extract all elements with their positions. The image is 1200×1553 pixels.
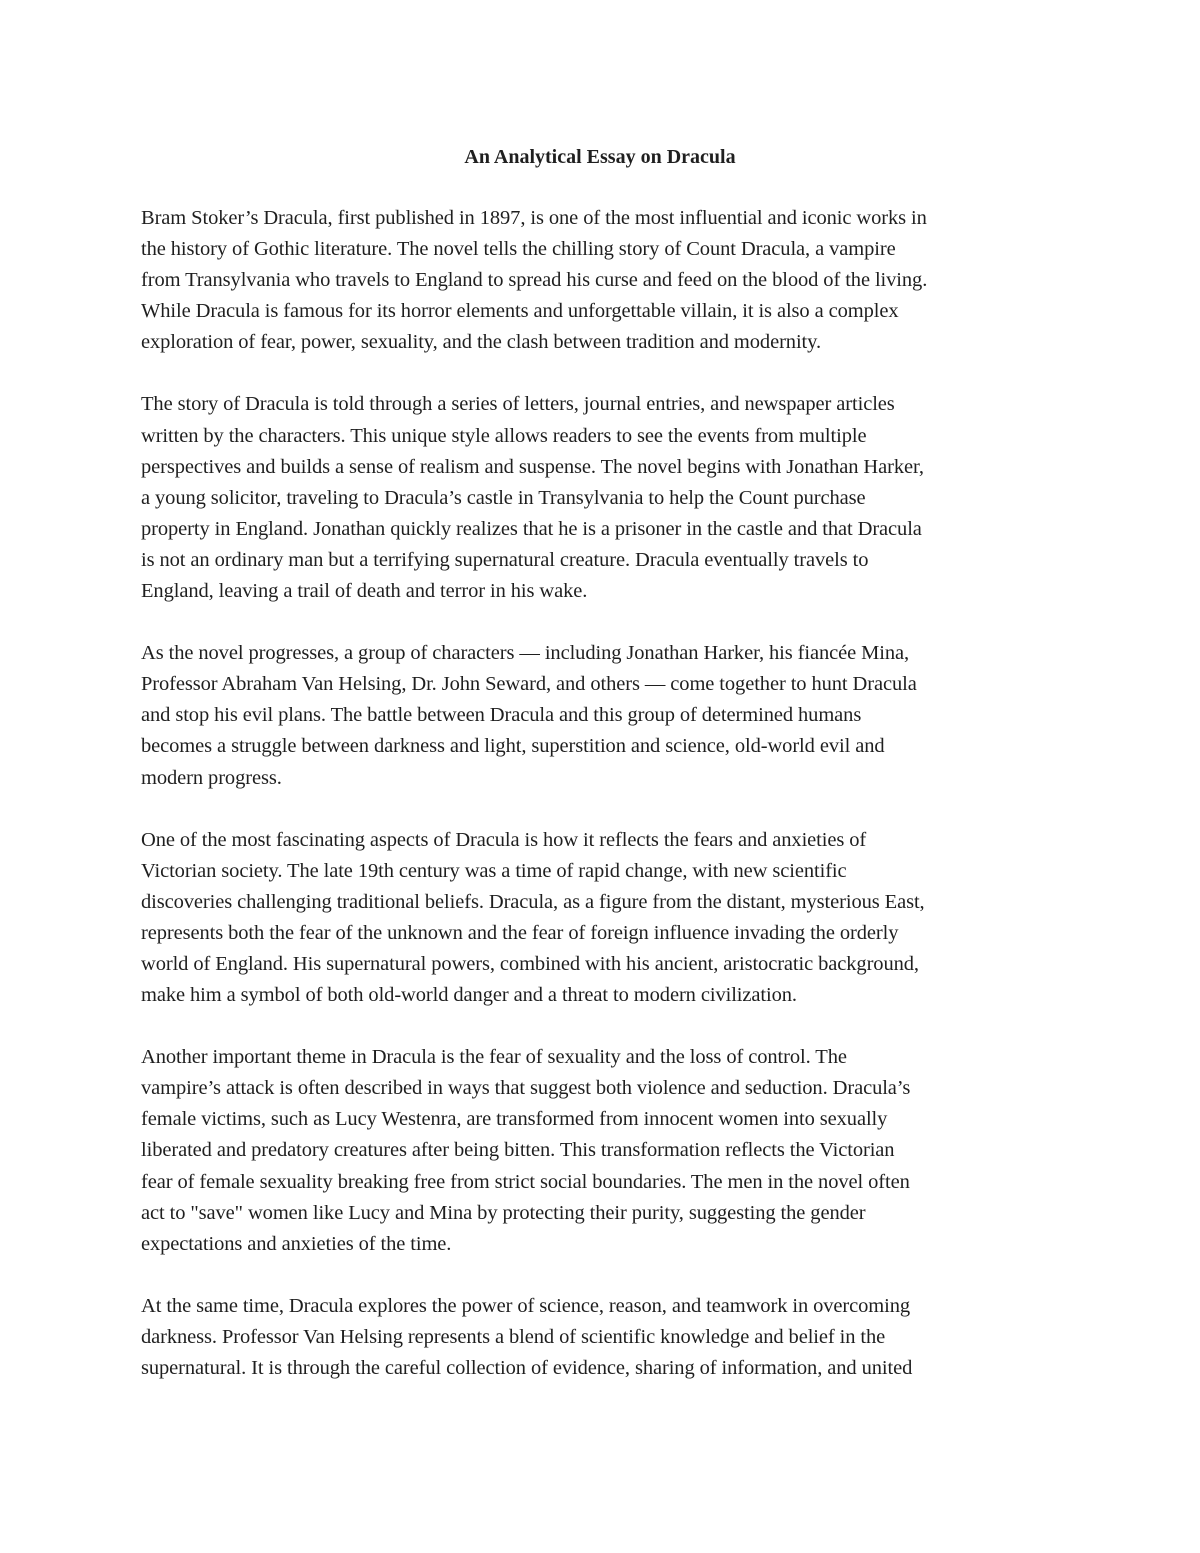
text-line: fear of female sexuality breaking free from strict social boundaries. The men in the novel often <box>141 1170 910 1193</box>
text-line: As the novel progresses, a group of characters — including Jonathan Harker, his fiancée Mina, <box>141 642 910 665</box>
text-line: While Dracula is famous for its horror elements and unforgettable villain, it is also a complex <box>141 300 899 323</box>
text-line: becomes a struggle between darkness and light, superstition and science, old-world evil and <box>141 735 885 758</box>
text-line: is not an ordinary man but a terrifying supernatural creature. Dracula eventually travels to <box>141 548 869 571</box>
text-line: modern progress. <box>141 766 282 789</box>
text-line: England, leaving a trail of death and terror in his wake. <box>141 580 588 603</box>
text-line: liberated and predatory creatures after being bitten. This transformation reflects the Victorian <box>141 1139 895 1162</box>
text-line: world of England. His supernatural powers, combined with his ancient, aristocratic background, <box>141 952 919 975</box>
paragraph-5 <box>141 1042 1061 1260</box>
paragraph-2 <box>141 389 1061 607</box>
paragraph-4 <box>141 825 1061 1012</box>
text-line: At the same time, Dracula explores the power of science, reason, and teamwork in overcoming <box>141 1294 911 1317</box>
text-line: the history of Gothic literature. The novel tells the chilling story of Count Dracula, a vampire <box>141 238 896 261</box>
text-line: written by the characters. This unique style allows readers to see the events from multiple <box>141 424 867 447</box>
essay-body <box>141 203 1061 1415</box>
text-line: perspectives and builds a sense of realism and suspense. The novel begins with Jonathan Harker, <box>141 455 924 478</box>
text-line: property in England. Jonathan quickly realizes that he is a prisoner in the castle and that Dracula <box>141 517 922 540</box>
text-line: Professor Abraham Van Helsing, Dr. John Seward, and others — come together to hunt Dracula <box>141 673 917 696</box>
text-line: One of the most fascinating aspects of Dracula is how it reflects the fears and anxieties of <box>141 828 867 851</box>
text-line: supernatural. It is through the careful collection of evidence, sharing of information, and united <box>141 1357 913 1379</box>
text-line: darkness. Professor Van Helsing represents a blend of scientific knowledge and belief in the <box>141 1325 886 1348</box>
text-line: expectations and anxieties of the time. <box>141 1232 452 1255</box>
text-line: from Transylvania who travels to England to spread his curse and feed on the blood of the living. <box>141 269 928 292</box>
page-title: An Analytical Essay on Dracula <box>464 146 736 168</box>
text-line: a young solicitor, traveling to Dracula’s castle in Transylvania to help the Count purchase <box>141 486 866 509</box>
text-line: vampire’s attack is often described in ways that suggest both violence and seduction. Dracula’s <box>141 1077 911 1100</box>
text-line: make him a symbol of both old-world danger and a threat to modern civilization. <box>141 984 797 1007</box>
text-line: Bram Stoker’s Dracula, first published in 1897, is one of the most influential and iconic works in <box>141 207 927 229</box>
text-line: Victorian society. The late 19th century was a time of rapid change, with new scientific <box>141 859 847 882</box>
text-line: discoveries challenging traditional beliefs. Dracula, as a figure from the distant, mysterious East, <box>141 890 925 913</box>
text-line: exploration of fear, power, sexuality, and the clash between tradition and modernity. <box>141 331 821 354</box>
paragraph-1 <box>141 203 1061 358</box>
text-line: act to "save" women like Lucy and Mina by protecting their purity, suggesting the gender <box>141 1201 866 1224</box>
text-line: represents both the fear of the unknown and the fear of foreign influence invading the orderly <box>141 921 899 944</box>
paragraph-3 <box>141 638 1061 793</box>
text-line: female victims, such as Lucy Westenra, are transformed from innocent women into sexually <box>141 1108 888 1131</box>
text-line: Another important theme in Dracula is the fear of sexuality and the loss of control. The <box>141 1046 847 1069</box>
text-line: and stop his evil plans. The battle between Dracula and this group of determined humans <box>141 704 862 727</box>
text-line: The story of Dracula is told through a series of letters, journal entries, and newspaper articles <box>141 393 895 416</box>
paragraph-6 <box>141 1291 1061 1384</box>
